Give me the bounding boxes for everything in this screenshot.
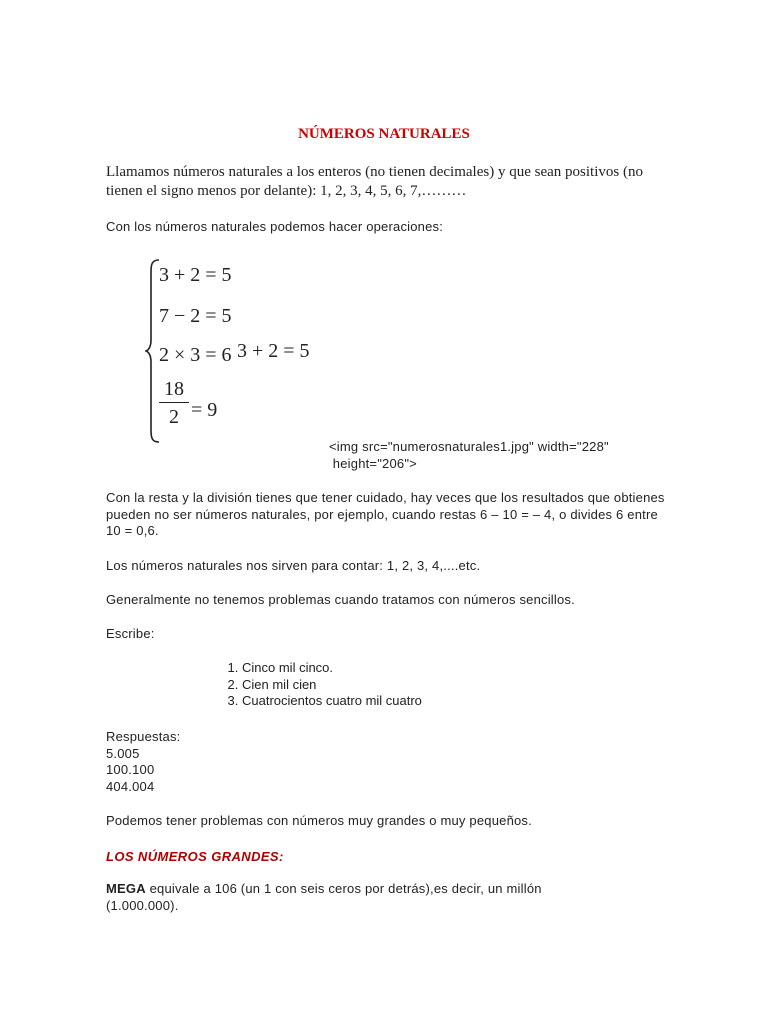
fraction-bar [159,402,189,403]
equation-multiplication: 2 × 3 = 6 [159,344,232,366]
equation-addition-overlap: 3 + 2 = 5 [237,340,310,362]
exercise-item: 2. Cien mil cien [242,677,422,694]
page-title: NÚMEROS NATURALES [298,126,470,142]
answer-item: 100.100 [106,762,155,777]
simple-numbers-paragraph: Generalmente no tenemos problemas cuando tratamos con números sencillos. [106,592,575,607]
img-tag-line-1: <img src="numerosnaturales1.jpg" width="228" [329,439,609,454]
caution-paragraph: Con la resta y la división tienes que tener cuidado, hay veces que los resultados que obtienes pueden no ser números naturales, por ejemplo, cuando restas 6 – 10 = – 4, o divides 6 entre 10 = 0,6. [106,490,665,538]
answer-item: 5.005 [106,746,140,761]
equation-subtraction: 7 − 2 = 5 [159,305,232,327]
exercise-list [222,660,422,710]
fraction [159,378,189,428]
answers-label: Respuestas: [106,729,181,744]
mega-text: equivale a 106 (un 1 con seis ceros por detrás),es decir, un millón (1.000.000). [106,881,542,913]
fraction-result: = 9 [191,399,218,421]
exercise-item: 3. Cuatrocientos cuatro mil cuatro [242,693,422,710]
write-label: Escribe: [106,626,155,641]
big-small-paragraph: Podemos tener problemas con números muy grandes o muy pequeños. [106,813,532,828]
mega-paragraph [106,881,606,914]
operations-intro: Con los números naturales podemos hacer operaciones: [106,219,444,234]
exercise-item: 1. Cinco mil cinco. [242,660,422,677]
counting-paragraph: Los números naturales nos sirven para contar: 1, 2, 3, 4,....etc. [106,558,481,573]
fraction-numerator: 18 [164,378,184,400]
equation-system [145,258,345,444]
big-numbers-heading: LOS NÚMEROS GRANDES: [106,849,284,864]
intro-paragraph: Llamamos números naturales a los enteros (no tienen decimales) y que sean positivos (no tienen el signo menos por delante): 1, 2, 3, 4, 5, 6, 7,……… [106,164,643,199]
img-tag-line-2: height="206"> [329,456,417,471]
mega-term: MEGA [106,881,146,896]
equation-addition: 3 + 2 = 5 [159,264,232,286]
answer-item: 404.004 [106,779,155,794]
fraction-denominator: 2 [169,406,179,428]
